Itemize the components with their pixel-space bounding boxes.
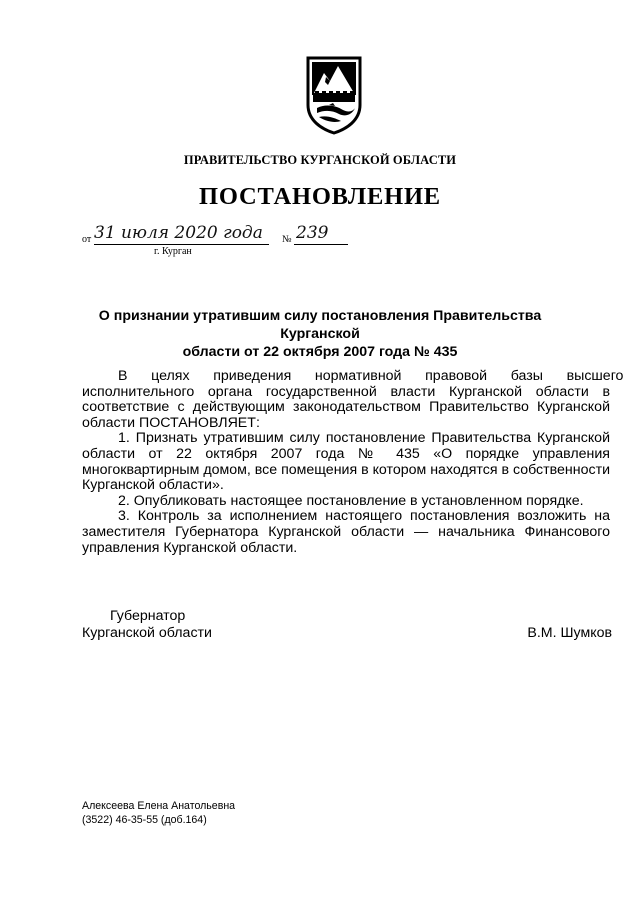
executor-name: Алексеева Елена Анатольевна — [82, 800, 236, 812]
subject-line: области от 22 октября 2007 года № 435 — [182, 344, 458, 360]
handwritten-number: 239 — [296, 223, 329, 243]
date-prefix: от — [82, 234, 92, 245]
item1-line: 1. Признать утратившим силу постановление Правительства Курганской — [118, 430, 610, 447]
document-body — [82, 368, 624, 556]
item3-line: 3. Контроль за исполнением настоящего постановления возложить на — [118, 508, 610, 525]
item1-line: Курганской области». — [82, 477, 224, 494]
item3-line: управления Курганской области. — [82, 539, 298, 556]
handwritten-date: 31 июля 2020 года — [94, 223, 263, 243]
number-underline — [294, 244, 348, 245]
executor-info — [82, 800, 235, 827]
item1-line: области от 22 октября 2007 года № 435 «О порядке управления — [82, 445, 610, 462]
item2-paragraph: 2. Опубликовать настоящее постановление в установленном порядке. — [118, 492, 584, 509]
city: г. Курган — [154, 246, 192, 257]
preamble-line: В целях приведения нормативной правовой базы высшего — [118, 368, 624, 384]
signatory-name: В.М. Шумков — [527, 625, 612, 641]
document-type-title: ПОСТАНОВЛЕНИЕ — [199, 183, 441, 210]
preamble-line: соответствие с действующим законодательством Правительство Курганской — [82, 399, 610, 416]
signatory-title-line: Губернатор — [110, 608, 186, 624]
document-subject — [60, 307, 580, 361]
government-title: ПРАВИТЕЛЬСТВО КУРГАНСКОЙ ОБЛАСТИ — [183, 153, 457, 167]
preamble-line: области ПОСТАНОВЛЯЕТ: — [82, 414, 260, 431]
executor-phone: (3522) 46-35-55 (доб.164) — [82, 813, 207, 826]
number-prefix: № — [282, 234, 292, 245]
item1-line: многоквартирным домом, все помещения в котором находятся в собственности — [82, 461, 610, 478]
subject-line: О признании утратившим силу постановления Правительства Курганской — [98, 308, 542, 342]
date-number-block — [82, 223, 352, 266]
signatory-title — [82, 608, 212, 642]
item3-line: заместителя Губернатора Курганской области — начальника Финансового — [82, 523, 610, 540]
signatory-title-line: Курганской области — [82, 625, 212, 641]
coat-of-arms-icon — [305, 55, 363, 135]
date-underline — [94, 244, 269, 245]
preamble-line: исполнительного органа государственной власти Курганской области в — [82, 383, 610, 400]
